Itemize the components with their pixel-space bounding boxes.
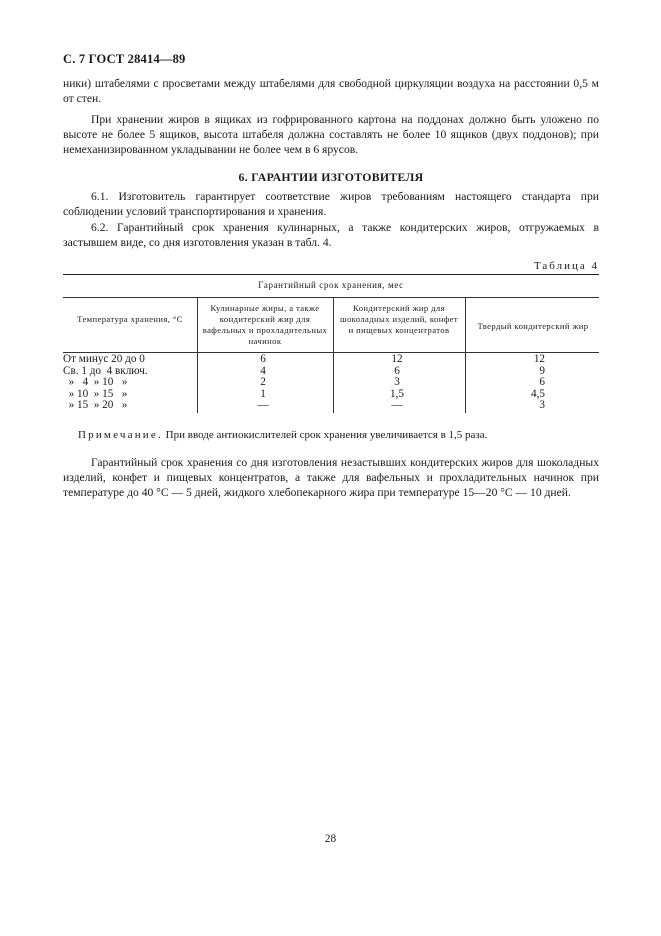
cell-chocolate: 1,5 bbox=[390, 387, 404, 400]
cell-temperature: » 10 » 15 » bbox=[63, 387, 128, 400]
cell-solid: 12 bbox=[533, 353, 545, 365]
table-header-rule bbox=[63, 297, 599, 298]
section-text bbox=[63, 189, 599, 250]
table-row bbox=[63, 354, 599, 366]
section-paragraph-6-1: 6.1. Изготовитель гарантирует соответствие жиров требованиям настоящего стандарта при соблюдении условий транспортирования и хранения. bbox=[63, 190, 599, 218]
cell-chocolate: 6 bbox=[394, 364, 400, 377]
cell-solid: 9 bbox=[539, 364, 545, 377]
intro-paragraph-1: ники) штабелями с просветами между штабелями для свободной циркуляции воздуха на расстоянии 0,5 м от стен. bbox=[63, 77, 599, 105]
table-note bbox=[78, 429, 487, 441]
cell-culinary: 6 bbox=[260, 353, 266, 365]
col-header-temperature: Температура хранения, °С bbox=[77, 314, 183, 324]
cell-solid: 3 bbox=[539, 399, 545, 412]
cell-chocolate: 12 bbox=[391, 353, 403, 365]
section-title: 6. ГАРАНТИИ ИЗГОТОВИТЕЛЯ bbox=[238, 170, 424, 184]
section-paragraph-6-2: 6.2. Гарантийный срок хранения кулинарных, а также кондитерских жиров, отгружаемых в застывшем виде, со дня изготовления указан в табл. 4. bbox=[63, 221, 599, 249]
table-row bbox=[63, 389, 599, 401]
table-rows bbox=[63, 354, 599, 412]
cell-temperature: » 4 » 10 » bbox=[63, 376, 128, 389]
cell-culinary: — bbox=[257, 399, 269, 412]
cell-temperature: От минус 20 до 0 bbox=[63, 353, 145, 365]
cell-solid: 6 bbox=[539, 376, 545, 389]
col-header-solid: Твердый кондитерский жир bbox=[477, 321, 589, 331]
table-row bbox=[63, 400, 599, 412]
cell-culinary: 1 bbox=[260, 387, 266, 400]
page-number: 28 bbox=[324, 833, 337, 845]
cell-temperature: » 15 » 20 » bbox=[63, 399, 128, 412]
intro-paragraph-2: При хранении жиров в ящиках из гофрированного картона на поддонах должно быть уложено по высоте не более 5 ящиков, высота штабеля должна составлять не более 10 ящиков (двух поддонов); при немеханизированном укладывании не более чем в 6 ярусов. bbox=[63, 113, 599, 156]
cell-culinary: 2 bbox=[260, 376, 266, 389]
final-text bbox=[63, 455, 599, 500]
table-super-header: Гарантийный срок хранения, мес bbox=[258, 280, 404, 290]
final-paragraph: Гарантийный срок хранения со дня изготовления незастывших кондитерских жиров для шоколадных изделий, конфет и пищевых концентратов, а также для вафельных и прохладительных начинок при температуре до 40 °С — 5 дней, жидкого хлебопекарного жира при температуре 15—20 °С — 10 дней. bbox=[63, 456, 599, 499]
cell-temperature: Св. 1 до 4 включ. bbox=[63, 364, 148, 377]
cell-chocolate: 3 bbox=[394, 376, 400, 389]
cell-solid: 4,5 bbox=[531, 387, 545, 400]
table-label: Таблица 4 bbox=[533, 260, 599, 272]
page-header: С. 7 ГОСТ 28414—89 bbox=[63, 52, 186, 66]
table-row bbox=[63, 366, 599, 378]
note-label: Примечание. bbox=[78, 429, 163, 441]
col-header-chocolate: Кондитерский жир для шоколадных изделий, конфет и пищевых концентратов bbox=[339, 303, 459, 335]
cell-chocolate: — bbox=[391, 399, 403, 412]
cell-culinary: 4 bbox=[260, 364, 266, 377]
table-row bbox=[63, 377, 599, 389]
note-text: При вводе антиокислителей срок хранения увеличивается в 1,5 раза. bbox=[162, 429, 488, 441]
col-header-culinary: Кулинарные жиры, а также кондитерский жир для вафельных и прохладительных начинок bbox=[202, 303, 328, 346]
intro-text bbox=[63, 76, 599, 157]
table-top-rule bbox=[63, 274, 599, 275]
